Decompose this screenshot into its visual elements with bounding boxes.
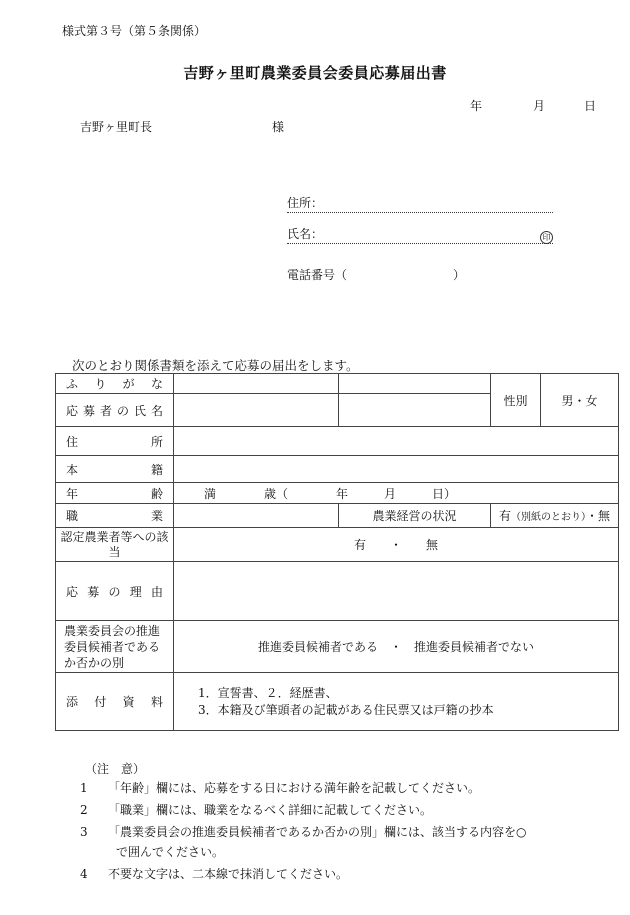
phone-close-paren: ）: [453, 268, 466, 282]
note-item-continuation: [116, 843, 224, 861]
note-item: [80, 779, 480, 797]
notes-title: （注 意）: [85, 762, 146, 776]
seal-mark: 印: [540, 231, 553, 244]
attachment-line: 3．本籍及び筆頭者の記載がある住民票又は戸籍の抄本: [198, 702, 494, 717]
address-label: 住所：: [287, 196, 324, 210]
furigana-label: ふりがな: [56, 374, 174, 394]
note-item: [80, 823, 526, 841]
candidate-cell[interactable]: 推進委員候補者である ・ 推進委員候補者でない: [174, 621, 619, 673]
note-number: 2: [80, 803, 88, 817]
candidate-label: 農業委員会の推進委員候補者であるか否かの別: [56, 621, 174, 673]
age-label: 年齢: [56, 483, 174, 504]
note-text: 「農業委員会の推進委員候補者であるか否かの別」欄には、該当する内容を○: [108, 825, 527, 839]
farm-status-yes: 有: [498, 509, 511, 523]
addressee-honorific: 様: [272, 120, 285, 134]
farm-status-no: ・無: [586, 509, 611, 523]
address-cell[interactable]: [174, 427, 619, 456]
attachment-line: 1．宣誓書、２．経歴書、: [198, 685, 338, 700]
sex-options[interactable]: 男・女: [541, 374, 619, 427]
farm-status-note: （別紙のとおり）: [511, 512, 586, 523]
note-text: 「職業」欄には、職業をなるべく詳細に記載してください。: [108, 803, 433, 817]
occupation-label: 職業: [56, 504, 174, 528]
attachments-label: 添付資料: [56, 673, 174, 731]
note-text: で囲んでください。: [116, 845, 225, 859]
phone-label: 電話番号（: [287, 268, 348, 282]
certified-farmer-cell[interactable]: 有 ・ 無: [174, 528, 619, 562]
applicant-family-cell[interactable]: [174, 394, 339, 427]
note-number: 3: [80, 825, 88, 839]
intro-text: 次のとおり関係書類を添えて応募の届出をします。: [72, 358, 359, 373]
furigana-family-cell[interactable]: [174, 374, 339, 394]
applicant-given-cell[interactable]: [339, 394, 491, 427]
certified-farmer-label: 認定農業者等への該当: [56, 528, 174, 562]
reason-cell[interactable]: [174, 562, 619, 621]
farm-status-cell[interactable]: [491, 504, 619, 528]
date-day-label: 日: [584, 99, 597, 113]
furigana-given-cell[interactable]: [339, 374, 491, 394]
note-item: [80, 801, 432, 819]
note-number: 1: [80, 781, 88, 795]
addressee-name: 吉野ヶ里町長: [80, 120, 153, 134]
attachments-cell: [174, 673, 619, 731]
age-cell[interactable]: 満 歳（ 年 月 日）: [174, 483, 619, 504]
date-month-label: 月: [533, 99, 546, 113]
occupation-cell[interactable]: [174, 504, 339, 528]
page-title: 吉野ヶ里町農業委員会委員応募届出書: [183, 64, 447, 82]
domicile-label: 本籍: [56, 456, 174, 483]
application-table: [55, 373, 619, 731]
applicant-name-label: 応募者の氏名: [56, 394, 174, 427]
sex-label: 性別: [491, 374, 541, 427]
domicile-cell[interactable]: [174, 456, 619, 483]
note-text: 不要な文字は、二本線で抹消してください。: [108, 867, 349, 881]
note-number: 4: [80, 867, 88, 881]
note-item: [80, 865, 348, 883]
form-number: 様式第３号（第５条関係）: [62, 24, 207, 38]
farm-status-label: 農業経営の状況: [339, 504, 491, 528]
name-label: 氏名：: [287, 227, 324, 241]
note-text: 「年齢」欄には、応募をする日における満年齢を記載してください。: [108, 781, 481, 795]
date-year-label: 年: [470, 99, 483, 113]
address-row-label: 住所: [56, 427, 174, 456]
address-field[interactable]: [287, 198, 553, 213]
name-field[interactable]: [287, 229, 553, 244]
reason-label: 応募の理由: [56, 562, 174, 621]
